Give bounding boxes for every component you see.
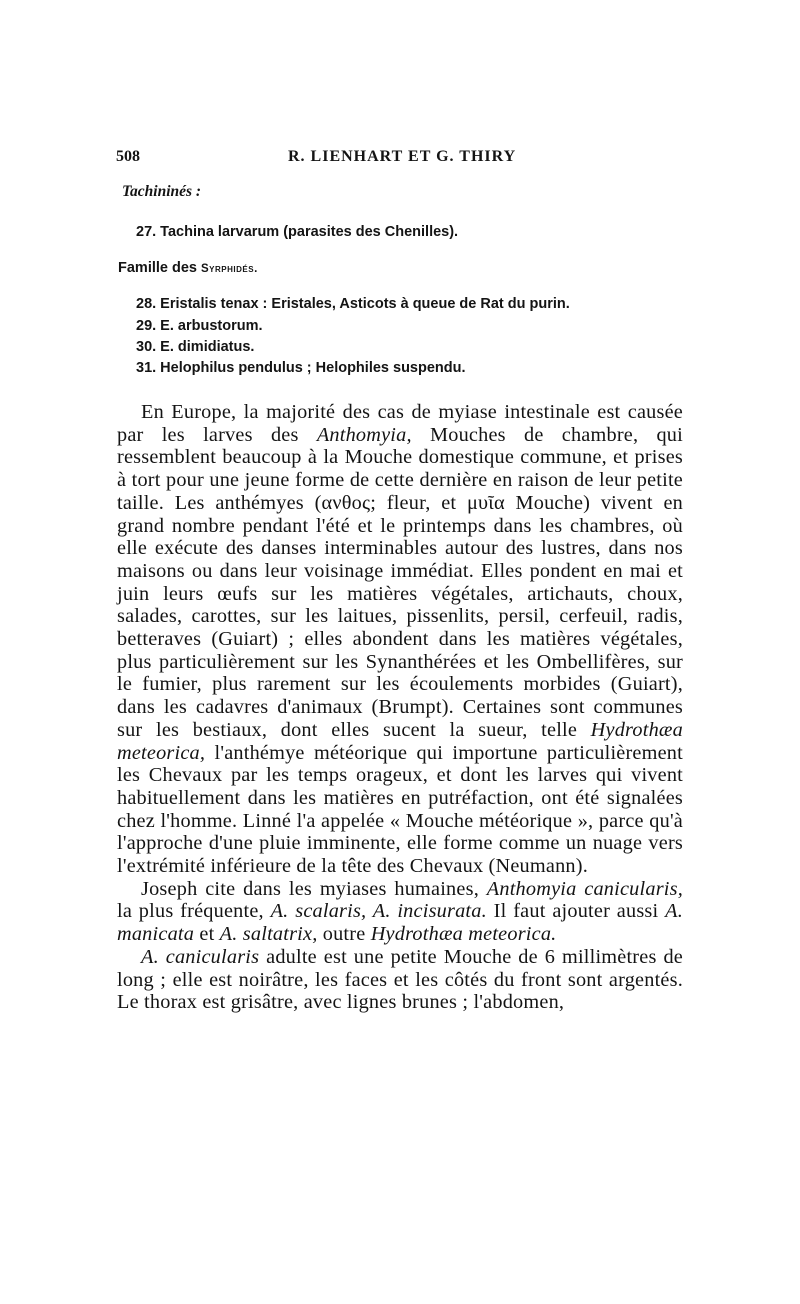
taxon-name: A. saltatrix, <box>219 923 318 946</box>
page-header <box>116 148 676 170</box>
paragraph-1-text-b: Mouches de chambre, qui ressemblent beaucoup à la Mouche domestique commune, et prises à tort pour une jeune forme de cette dernière en raison de leur petite taille. Les anthémyes (ανθος; fleur, et μυῖα Mouche) vivent en grand nombre pendant l'été et le printemps dans les chambres, où elle exécute des danses interminables autour des lustres, dans nos maisons ou dans leur voisinage immédiat. Elles pondent en mai et juin leurs œufs sur les matières végétales, artichauts, choux, salades, carottes, sur les laitues, pissenlits, persil, cerfeuil, radis, betteraves (Guiart) ; elles abondent dans les matières végétales, plus particulièrement sur les Synanthérées et les Ombellifères, sur le fumier, plus rarement sur les écoulements morbides (Guiart), dans les cadavres d'animaux (Brumpt). Certaines sont communes sur les bestiaux, dont elles sucent la sueur, telle <box>117 423 683 741</box>
family-name: Syrphidés. <box>201 263 258 275</box>
taxon-name: A. scalaris, A. incisurata. <box>270 900 487 923</box>
list-item-28: 28. Eristalis tenax : Eristales, Asticots à queue de Rat du purin. <box>136 296 570 312</box>
subfamily-heading: Tachininés : <box>122 183 202 200</box>
family-heading <box>118 260 258 276</box>
list-item-29: 29. E. arbustorum. <box>136 318 263 334</box>
taxon-name: A. canicularis <box>141 945 260 968</box>
paragraph-3-text: adulte est une petite Mouche de 6 millimètres de long ; elle est noirâtre, les faces et les côtés du front sont argentés. Le thorax est grisâtre, avec lignes brunes ; l'abdomen, <box>117 945 683 1014</box>
taxon-name: Anthomyia, <box>316 423 412 446</box>
paragraph-2-text-d: et <box>194 923 220 946</box>
taxon-name: A. manicata <box>117 900 683 946</box>
list-item-27: 27. Tachina larvarum (parasites des Chenilles). <box>136 224 459 240</box>
paragraph-1 <box>117 401 683 878</box>
body-text <box>117 401 683 1014</box>
page-number: 508 <box>116 148 140 165</box>
taxon-name: Hydrothæa meteorica. <box>370 923 557 946</box>
running-head: R. LIENHART ET G. THIRY <box>288 148 517 165</box>
paragraph-2-text-c: Il faut ajouter aussi <box>486 900 666 923</box>
paragraph-2-text-b: la plus fréquente, <box>117 900 271 923</box>
paragraph-1-text-a: En Europe, la majorité des cas de myiase intestinale est causée par les larves des <box>117 401 683 446</box>
family-prefix: Famille des <box>118 260 202 276</box>
paragraph-1-text-c: l'anthémye météorique qui importune particulièrement les Chevaux par les temps orageux, et dont les larves qui vivent habituellement dans les matières en putréfaction, ont été signalées chez l'homme. Linné l'a appelée « Mouche météorique », parce qu'à l'approche d'une pluie imminente, elle forme comme un nuage vers l'extrémité inférieure de la tête des Chevaux (Neumann). <box>117 741 683 878</box>
paragraph-2-text-a: Joseph cite dans les myiases humaines, <box>141 877 487 900</box>
list-item-31: 31. Helophilus pendulus ; Helophiles suspendu. <box>136 360 466 376</box>
paragraph-3 <box>117 946 683 1014</box>
paragraph-2 <box>117 878 683 946</box>
taxon-name: Hydrothæa meteorica, <box>117 718 683 764</box>
list-item-30: 30. E. dimidiatus. <box>136 339 255 355</box>
taxon-name: Anthomyia canicularis, <box>486 877 683 900</box>
paragraph-2-text-e: outre <box>317 923 371 946</box>
